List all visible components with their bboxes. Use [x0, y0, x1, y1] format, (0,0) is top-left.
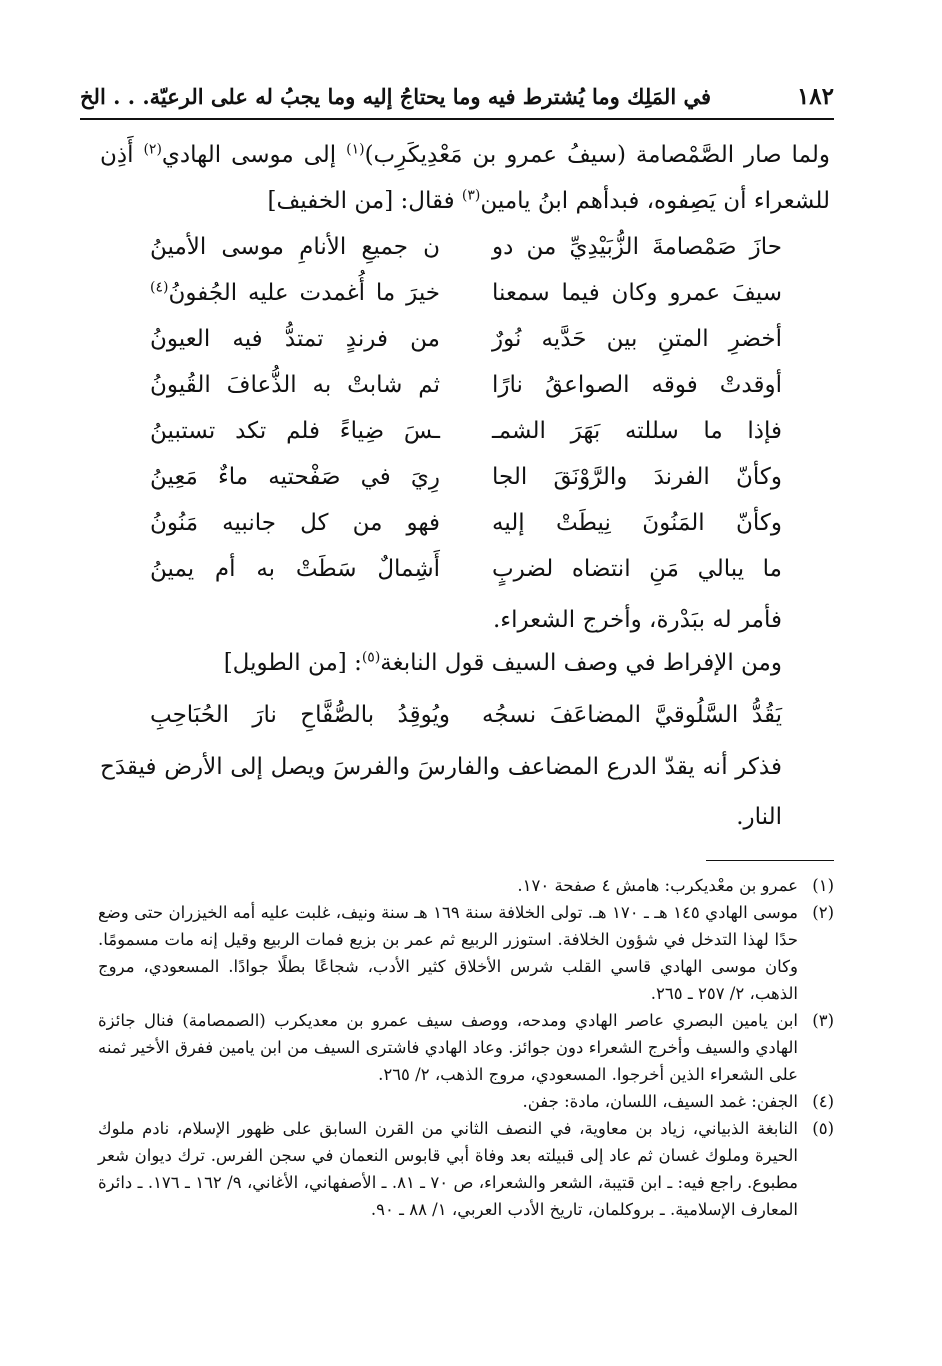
footnote-number: (٣): [812, 1011, 834, 1030]
footnote: [98, 899, 834, 1007]
page-number: ١٨٢: [796, 82, 834, 110]
verse-first-hemistich: أوقدتْ فوقه الصواعقُ نارًا: [492, 372, 782, 398]
footnote: [98, 1115, 834, 1223]
footnote-text: الجفن: غمد السيف، اللسان، مادة: جفن.: [522, 1092, 798, 1111]
footnote-text: ابن يامين البصري عاصر الهادي ومدحه، ووصف سيف عمرو بن معديكرب (الصمصامة) فنال جائزة الهادي والسيف وأخرج الشعراء دون جوائز. وعاد الهادي فاشترى السيف من ابن يامين ففرق الأخير ثمنه على الشعراء الذين أخرجوا. المسعودي، مروج الذهب، ٢/ ٢٦٥.: [98, 1011, 798, 1084]
intro-paragraph: [100, 132, 830, 224]
verse-second-hemistich: ثم شابتْ به الذُّعافَ القُيونُ: [150, 372, 440, 398]
verse-second-hemistich: رِيَ في صَفْحتيه ماءٌ مَعِينُ: [150, 464, 440, 490]
poem-verse: [150, 362, 782, 408]
intro-text-1: ولما صار الصَّمْصامة (سيفُ عمرو بن مَعْدِيكَرِب): [364, 142, 830, 168]
intro-text-4: فقال: [من الخفيف]: [267, 188, 462, 214]
poem-verse: [150, 408, 782, 454]
verse-second-hemistich: ـسَ ضِياءً فلم تكد تستبينُ: [150, 418, 440, 444]
poem: [150, 224, 782, 592]
footnote: [98, 1088, 834, 1115]
page-header: [80, 76, 834, 116]
footnote: [98, 872, 834, 899]
verse-second-hemistich: ن جميعِ الأنامِ موسى الأمينُ: [150, 234, 440, 260]
running-title: في المَلِك وما يُشترط فيه وما يحتاجُ إليه وما يجبُ له على الرعيّة. . . الخ: [80, 83, 712, 109]
footnote-ref-4: (٤): [150, 279, 169, 296]
verse-first-hemistich: أخضرِ المتنِ بين حَدَّيه نُورٌ: [492, 326, 782, 352]
poem-verse: [150, 500, 782, 546]
verse-first-hemistich: فإذا ما سللته بَهَرَ الشمـ: [492, 418, 782, 444]
nabigha-verse: [150, 692, 782, 738]
footnotes: [98, 872, 834, 1223]
verse-second-hemistich: ويُوقِدُ بالصُّفَّاحِ نارَ الحُبَاحِبِ: [150, 702, 450, 728]
verse-first-hemistich: ما يبالي مَنِ انتضاه لضربٍ: [492, 556, 782, 582]
verse-second-hemistich: فهو من كل جانبيه مَنُونُ: [150, 510, 440, 536]
footnote-number: (١): [812, 876, 834, 895]
footnote-text: عمرو بن معْديكرب: هامش ٤ صفحة ١٧٠.: [517, 876, 798, 895]
verse-first-hemistich: سيفَ عمرو وكان فيما سمعنا: [492, 280, 782, 306]
poem-verse: [150, 224, 782, 270]
footnote: [98, 1007, 834, 1088]
order-line: فأمر له ببَدْرة، وأخرج الشعراء.: [492, 607, 782, 633]
verse-first-hemistich: وكأنّ المَنُونَ نِيطَتْ إليه: [492, 510, 782, 536]
verse-second-hemistich: خيرَ ما أُغمدت عليه الجُفونُ$^{(٤)}$: [150, 279, 440, 306]
footnote-text: النابغة الذبياني، زياد بن معاوية، في النصف الثاني من القرن السابق على ظهور الإسلام، نادم ملوك الحيرة وملوك غسان ثم عاد إلى قبيلته بعد وفاة أبي قابوس النعمان في سجن الفرس. ترك ديوان شعر مطبوع. راجع فيه: ـ ابن قتيبة، الشعر والشعراء، ص ٧٠ ـ ٨١. ـ الأصفهاني، الأغاني، ٩/ ١٦٢ ـ ١٧٦. ـ دائرة المعارف الإسلامية. ـ بروكلمان، تاريخ الأدب العربي، ١/ ٨٨ ـ ٩٠.: [98, 1119, 798, 1219]
footnote-ref-2: (٢): [143, 141, 162, 158]
footnote-number: (٢): [812, 903, 834, 922]
footnote-number: (٤): [812, 1092, 834, 1111]
verse-first-hemistich: يَقُدُّ السَّلُوقيَّ المضاعَفَ نسجُه: [482, 702, 782, 728]
poem-verse: [150, 270, 782, 316]
meter-label: : [من الطويل]: [223, 650, 362, 676]
conclusion-paragraph: فذكر أنه يقدّ الدرع المضاعف والفارسَ والفرسَ ويصل إلى الأرض فيقدَح النار.: [100, 754, 782, 830]
poem-verse: [150, 454, 782, 500]
footnote-ref-1: (١): [346, 141, 365, 158]
verse-second-hemistich: من فرندٍ تمتدُّ فيه العيونُ: [150, 326, 440, 352]
verse-second-hemistich: أَشِمالٌ سَطَتْ به أم يمينُ: [150, 556, 440, 582]
intro-text-2: إلى موسى الهادي: [161, 142, 347, 168]
poem-verse: [150, 546, 782, 592]
verse-first-hemistich: حازَ صَمْصامةَ الزُّبَيْدِيِّ من دو: [492, 234, 782, 260]
footnote-rule: [706, 860, 834, 861]
header-rule: [80, 118, 834, 120]
intro-text-3: أَذِن للشعراء أن يَصِفوه، فبدأهم ابنُ يامين: [100, 142, 830, 214]
verse-first-hemistich: وكأنّ الفرندَ والرَّوْنَقَ الجا: [492, 464, 782, 490]
footnote-ref-5: (٥): [361, 649, 381, 666]
nabigha-intro-text: ومن الإفراط في وصف السيف قول النابغة: [380, 650, 782, 676]
footnote-number: (٥): [812, 1119, 834, 1138]
nabigha-intro: [100, 640, 782, 686]
poem-verse: [150, 316, 782, 362]
footnote-ref-3: (٣): [461, 187, 481, 204]
footnote-text: موسى الهادي ١٤٥ هـ ـ ١٧٠ هـ. تولى الخلافة سنة ١٦٩ هـ سنة ونيف، غلبت عليه أمه الخيزران حتى وضع حدًا لهذا التدخل في شؤون الخلافة. استوزر الربيع ثم عمر بن بزيع فمات الربيع وقيل إنه مات مسمومًا. وكان موسى الهادي قاسي القلب شرس الأخلاق كثير الأدب، شجاعًا بطلًا جوادًا. المسعودي، مروج الذهب، ٢/ ٢٥٧ ـ ٢٦٥.: [98, 903, 799, 1003]
